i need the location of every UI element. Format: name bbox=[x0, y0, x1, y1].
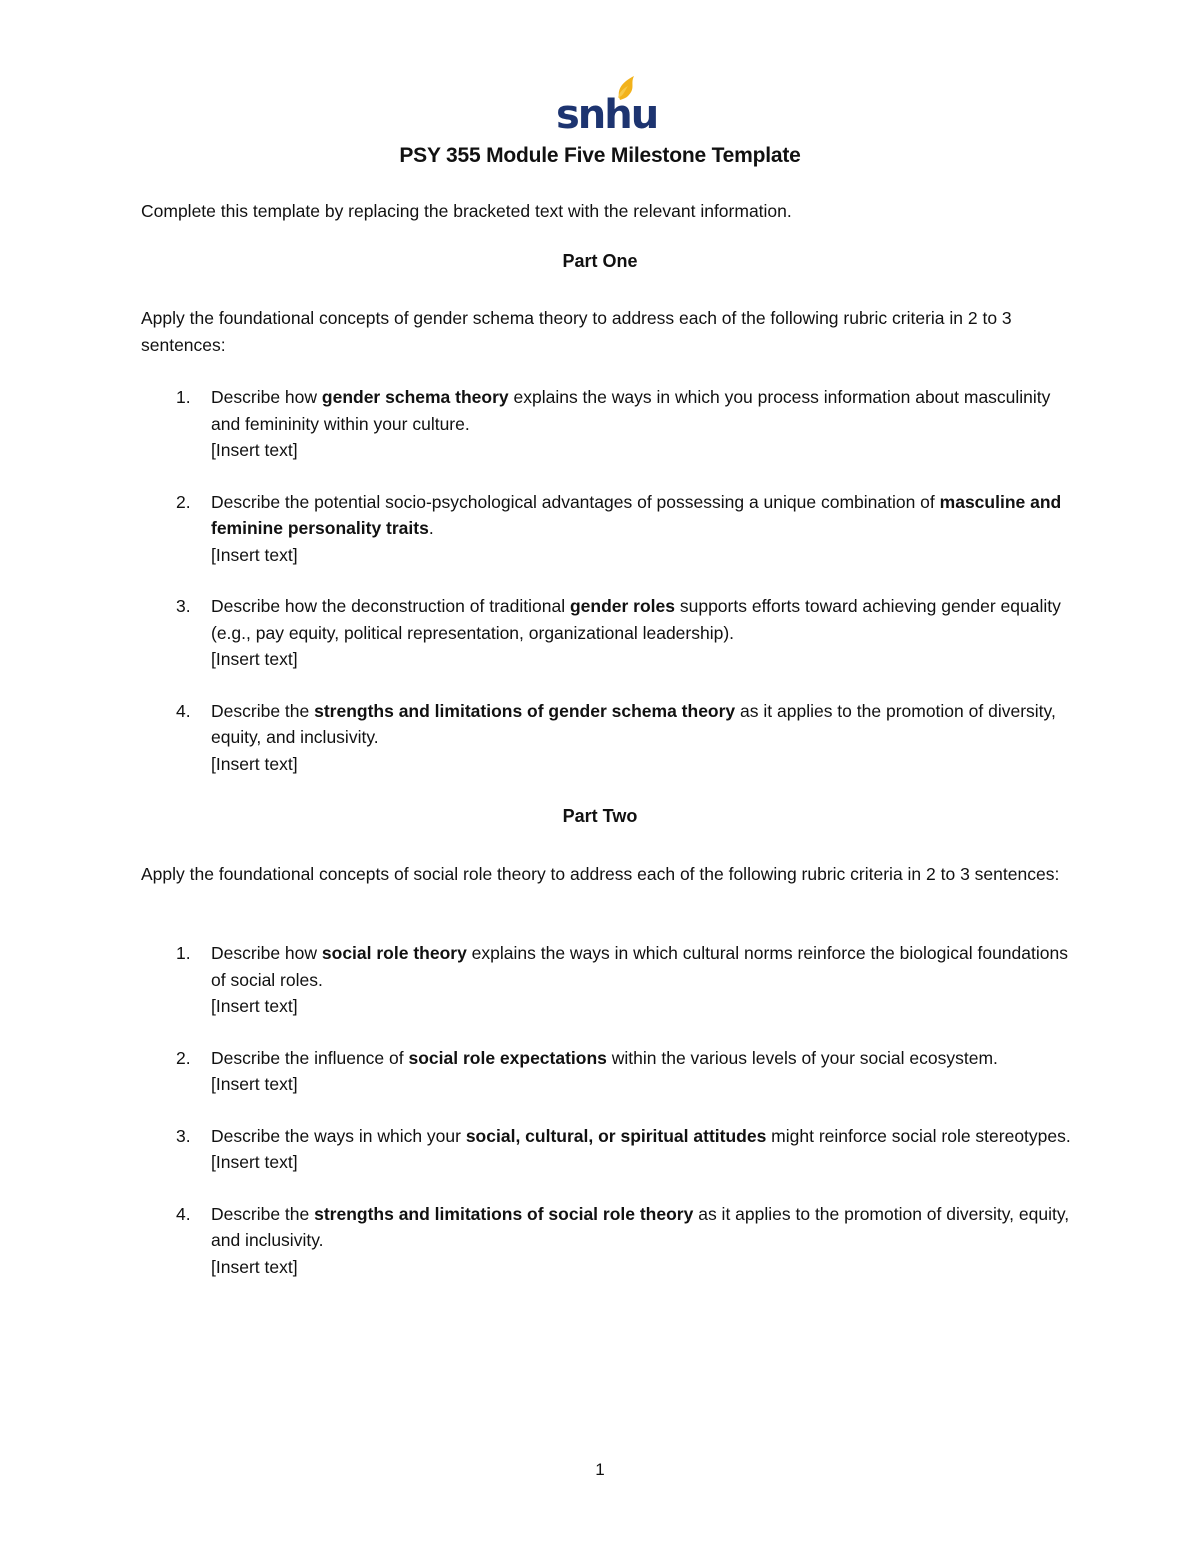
insert-text-placeholder[interactable]: [Insert text] bbox=[211, 753, 298, 774]
document-title: PSY 355 Module Five Milestone Template bbox=[399, 144, 801, 167]
part-two-instruction: Apply the foundational concepts of social role theory to address each of the following rubric criteria in 2 to 3 sentences: bbox=[141, 864, 1060, 884]
list-item bbox=[141, 384, 1071, 464]
item-text: Describe how the deconstruction of traditional gender roles supports efforts toward achieving gender equality (e.g., pay equity, political representation, organizational leadership). bbox=[211, 596, 1061, 643]
item-number: 3. bbox=[176, 1125, 191, 1146]
list-item bbox=[141, 1123, 1071, 1176]
list-item bbox=[141, 940, 1071, 1020]
part-two-heading: Part Two bbox=[562, 806, 638, 826]
part-one-instruction: Apply the foundational concepts of gender schema theory to address each of the following rubric criteria in 2 to 3 sentences: bbox=[141, 308, 1012, 355]
snhu-logo bbox=[556, 72, 658, 138]
item-number: 4. bbox=[176, 1203, 191, 1224]
insert-text-placeholder[interactable]: [Insert text] bbox=[211, 649, 298, 669]
item-text: Describe the ways in which your social, cultural, or spiritual attitudes might reinforce social role stereotypes. bbox=[211, 1125, 1071, 1146]
item-key-term: gender schema theory bbox=[321, 387, 509, 407]
item-key-term: strengths and limitations of gender schema theory bbox=[314, 700, 736, 721]
part-one-heading: Part One bbox=[562, 251, 638, 271]
item-text: Describe how gender schema theory explains the ways in which you process information about masculinity and femininity within your culture. bbox=[211, 387, 1051, 434]
item-key-term: social role theory bbox=[321, 943, 467, 963]
page-number: 1 bbox=[595, 1460, 605, 1479]
list-item bbox=[141, 1201, 1071, 1281]
item-text: Describe the influence of social role expectations within the various levels of your social ecosystem. bbox=[211, 1047, 998, 1068]
item-number: 1. bbox=[176, 387, 191, 407]
part-one-list bbox=[141, 384, 1071, 802]
item-key-term: gender roles bbox=[569, 596, 675, 616]
list-item bbox=[141, 593, 1071, 673]
item-text: Describe the potential socio-psychological advantages of possessing a unique combination of masculine and feminine personality traits. bbox=[211, 491, 1062, 538]
item-key-term: strengths and limitations of social role theory bbox=[314, 1203, 694, 1224]
list-item bbox=[141, 698, 1071, 778]
list-item bbox=[141, 1045, 1071, 1098]
item-number: 2. bbox=[176, 1047, 191, 1068]
intro-text: Complete this template by replacing the bracketed text with the relevant information. bbox=[141, 201, 792, 221]
item-text: Describe the strengths and limitations of gender schema theory as it applies to the promotion of diversity, equity, and inclusivity. bbox=[211, 700, 1056, 747]
insert-text-placeholder[interactable]: [Insert text] bbox=[211, 544, 298, 565]
insert-text-placeholder[interactable]: [Insert text] bbox=[211, 440, 298, 460]
insert-text-placeholder[interactable]: [Insert text] bbox=[211, 1074, 298, 1094]
list-item bbox=[141, 489, 1071, 569]
part-two-list bbox=[141, 940, 1071, 1305]
insert-text-placeholder[interactable]: [Insert text] bbox=[211, 1152, 298, 1172]
item-number: 3. bbox=[176, 596, 191, 616]
item-text: Describe how social role theory explains the ways in which cultural norms reinforce the biological foundations of social roles. bbox=[211, 943, 1068, 990]
insert-text-placeholder[interactable]: [Insert text] bbox=[211, 1256, 298, 1277]
item-number: 4. bbox=[176, 700, 191, 721]
item-key-term: social, cultural, or spiritual attitudes bbox=[465, 1125, 767, 1146]
item-number: 2. bbox=[176, 491, 191, 512]
logo-wordmark: snhu bbox=[556, 92, 658, 138]
item-number: 1. bbox=[176, 943, 191, 963]
insert-text-placeholder[interactable]: [Insert text] bbox=[211, 996, 298, 1016]
item-text: Describe the strengths and limitations of social role theory as it applies to the promotion of diversity, equity, and inclusivity. bbox=[211, 1203, 1070, 1250]
item-key-term: social role expectations bbox=[408, 1047, 607, 1068]
item-key-term: masculine and feminine personality traits bbox=[211, 491, 1062, 538]
snhu-flame-icon bbox=[556, 72, 658, 138]
